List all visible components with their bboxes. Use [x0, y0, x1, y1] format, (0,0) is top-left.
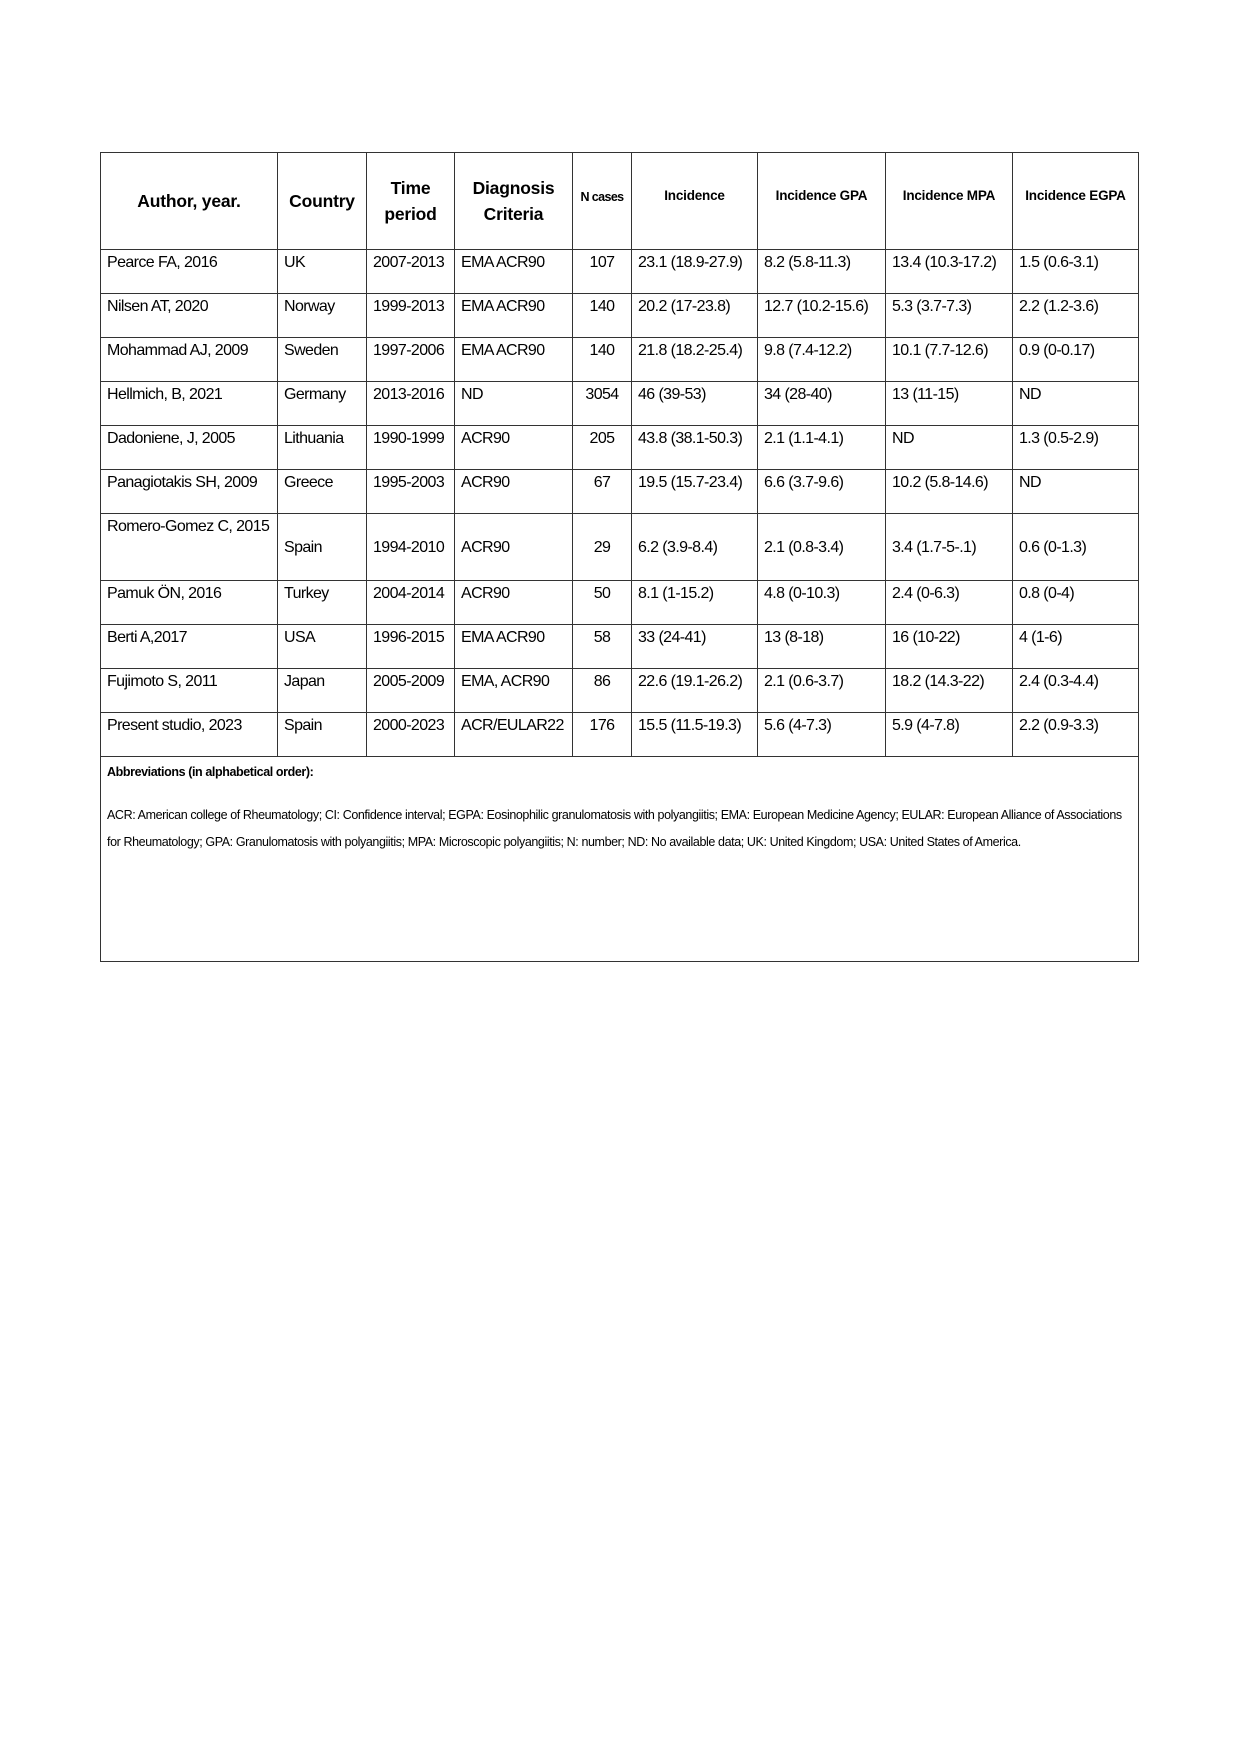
cell-incidence-egpa: 1.5 (0.6-3.1): [1013, 250, 1139, 294]
cell-incidence: 8.1 (1-15.2): [632, 581, 758, 625]
cell-incidence-gpa: 6.6 (3.7-9.6): [758, 470, 886, 514]
cell-incidence-egpa: ND: [1013, 470, 1139, 514]
header-row: [101, 153, 1139, 250]
cell-n-cases: 140: [573, 294, 632, 338]
cell-n-cases: 58: [573, 625, 632, 669]
cell-incidence: 46 (39-53): [632, 382, 758, 426]
cell-n-cases: 176: [573, 713, 632, 757]
table-row: [101, 581, 1139, 625]
cell-time-period: 1995-2003: [367, 470, 455, 514]
header-author: Author, year.: [101, 153, 278, 250]
cell-country: Greece: [278, 470, 367, 514]
cell-incidence: 23.1 (18.9-27.9): [632, 250, 758, 294]
header-incidence: Incidence: [632, 153, 758, 250]
cell-incidence-gpa: 2.1 (0.6-3.7): [758, 669, 886, 713]
table-row: [101, 338, 1139, 382]
cell-time-period: 2013-2016: [367, 382, 455, 426]
cell-country: Turkey: [278, 581, 367, 625]
cell-incidence-gpa: 8.2 (5.8-11.3): [758, 250, 886, 294]
table-row: [101, 426, 1139, 470]
header-incidence-egpa: Incidence EGPA: [1013, 153, 1139, 250]
cell-incidence-egpa: 2.4 (0.3-4.4): [1013, 669, 1139, 713]
cell-time-period: 2000-2023: [367, 713, 455, 757]
cell-n-cases: 205: [573, 426, 632, 470]
cell-incidence-egpa: 0.9 (0-0.17): [1013, 338, 1139, 382]
table-row: [101, 514, 1139, 581]
cell-incidence-egpa: 4 (1-6): [1013, 625, 1139, 669]
header-time-period: Time period: [367, 153, 455, 250]
cell-country: USA: [278, 625, 367, 669]
cell-n-cases: 140: [573, 338, 632, 382]
header-incidence-mpa: Incidence MPA: [886, 153, 1013, 250]
cell-country: Norway: [278, 294, 367, 338]
cell-incidence-gpa: 2.1 (0.8-3.4): [758, 514, 886, 581]
table-row: [101, 294, 1139, 338]
cell-incidence: 43.8 (38.1-50.3): [632, 426, 758, 470]
cell-incidence: 22.6 (19.1-26.2): [632, 669, 758, 713]
cell-incidence-mpa: 5.3 (3.7-7.3): [886, 294, 1013, 338]
cell-time-period: 2005-2009: [367, 669, 455, 713]
cell-incidence-mpa: 10.1 (7.7-12.6): [886, 338, 1013, 382]
cell-country: Germany: [278, 382, 367, 426]
cell-incidence-egpa: 2.2 (0.9-3.3): [1013, 713, 1139, 757]
cell-time-period: 1990-1999: [367, 426, 455, 470]
cell-incidence: 19.5 (15.7-23.4): [632, 470, 758, 514]
table-row: [101, 625, 1139, 669]
table-row: [101, 382, 1139, 426]
cell-diagnosis-criteria: ACR90: [455, 581, 573, 625]
cell-incidence-mpa: 16 (10-22): [886, 625, 1013, 669]
footnote-text: ACR: American college of Rheumatology; CI: Confidence interval; EGPA: Eosinophilic granulomatosis with polyangiitis; EMA: European Medicine Agency; EULAR: European Alliance of Associations for Rheumatology; GPA: Granulomatosis with polyangiitis; MPA: Microscopic polyangiitis; N: number; ND: No available data; UK: United Kingdom; USA: United States of America.: [107, 808, 1122, 849]
cell-author: Hellmich, B, 2021: [101, 382, 278, 426]
cell-author: Fujimoto S, 2011: [101, 669, 278, 713]
cell-author: Present studio, 2023: [101, 713, 278, 757]
cell-incidence-gpa: 12.7 (10.2-15.6): [758, 294, 886, 338]
cell-author: Nilsen AT, 2020: [101, 294, 278, 338]
cell-time-period: 2004-2014: [367, 581, 455, 625]
cell-diagnosis-criteria: EMA ACR90: [455, 250, 573, 294]
cell-diagnosis-criteria: ACR90: [455, 426, 573, 470]
cell-incidence: 20.2 (17-23.8): [632, 294, 758, 338]
cell-incidence-mpa: 10.2 (5.8-14.6): [886, 470, 1013, 514]
header-n-cases: N cases: [573, 153, 632, 250]
cell-diagnosis-criteria: EMA, ACR90: [455, 669, 573, 713]
cell-time-period: 1994-2010: [367, 514, 455, 581]
cell-author: Dadoniene, J, 2005: [101, 426, 278, 470]
cell-n-cases: 67: [573, 470, 632, 514]
cell-incidence-gpa: 5.6 (4-7.3): [758, 713, 886, 757]
cell-author: Pearce FA, 2016: [101, 250, 278, 294]
cell-incidence: 33 (24-41): [632, 625, 758, 669]
cell-incidence-egpa: 0.6 (0-1.3): [1013, 514, 1139, 581]
cell-incidence-mpa: 13 (11-15): [886, 382, 1013, 426]
cell-incidence: 6.2 (3.9-8.4): [632, 514, 758, 581]
cell-diagnosis-criteria: ACR/EULAR22: [455, 713, 573, 757]
cell-n-cases: 86: [573, 669, 632, 713]
cell-incidence-mpa: 3.4 (1.7-5-.1): [886, 514, 1013, 581]
cell-n-cases: 3054: [573, 382, 632, 426]
table-row: [101, 470, 1139, 514]
cell-country: UK: [278, 250, 367, 294]
cell-incidence-mpa: 13.4 (10.3-17.2): [886, 250, 1013, 294]
cell-diagnosis-criteria: EMA ACR90: [455, 625, 573, 669]
cell-incidence: 15.5 (11.5-19.3): [632, 713, 758, 757]
header-country: Country: [278, 153, 367, 250]
cell-author: Berti A,2017: [101, 625, 278, 669]
footnote: [101, 757, 1139, 962]
cell-incidence-egpa: ND: [1013, 382, 1139, 426]
cell-incidence-gpa: 2.1 (1.1-4.1): [758, 426, 886, 470]
cell-country: Spain: [278, 514, 367, 581]
cell-incidence-mpa: 2.4 (0-6.3): [886, 581, 1013, 625]
footnote-row: [101, 757, 1139, 962]
cell-diagnosis-criteria: ND: [455, 382, 573, 426]
cell-author: Romero-Gomez C, 2015: [101, 514, 278, 581]
cell-n-cases: 50: [573, 581, 632, 625]
cell-incidence-gpa: 13 (8-18): [758, 625, 886, 669]
cell-country: Lithuania: [278, 426, 367, 470]
cell-n-cases: 29: [573, 514, 632, 581]
cell-diagnosis-criteria: ACR90: [455, 514, 573, 581]
cell-incidence-gpa: 34 (28-40): [758, 382, 886, 426]
cell-incidence-egpa: 0.8 (0-4): [1013, 581, 1139, 625]
cell-time-period: 2007-2013: [367, 250, 455, 294]
cell-incidence-gpa: 9.8 (7.4-12.2): [758, 338, 886, 382]
cell-incidence-mpa: 18.2 (14.3-22): [886, 669, 1013, 713]
cell-diagnosis-criteria: EMA ACR90: [455, 338, 573, 382]
table-row: [101, 250, 1139, 294]
cell-time-period: 1996-2015: [367, 625, 455, 669]
cell-time-period: 1997-2006: [367, 338, 455, 382]
cell-country: Spain: [278, 713, 367, 757]
cell-n-cases: 107: [573, 250, 632, 294]
cell-author: Pamuk ÖN, 2016: [101, 581, 278, 625]
table-row: [101, 713, 1139, 757]
cell-incidence-egpa: 2.2 (1.2-3.6): [1013, 294, 1139, 338]
cell-country: Sweden: [278, 338, 367, 382]
cell-diagnosis-criteria: EMA ACR90: [455, 294, 573, 338]
cell-time-period: 1999-2013: [367, 294, 455, 338]
header-diagnosis-criteria: Diagnosis Criteria: [455, 153, 573, 250]
cell-incidence-gpa: 4.8 (0-10.3): [758, 581, 886, 625]
incidence-table: [100, 152, 1139, 962]
footnote-title: Abbreviations (in alphabetical order):: [107, 765, 314, 779]
header-incidence-gpa: Incidence GPA: [758, 153, 886, 250]
cell-country: Japan: [278, 669, 367, 713]
table-row: [101, 669, 1139, 713]
cell-author: Mohammad AJ, 2009: [101, 338, 278, 382]
cell-incidence-mpa: 5.9 (4-7.8): [886, 713, 1013, 757]
cell-diagnosis-criteria: ACR90: [455, 470, 573, 514]
cell-author: Panagiotakis SH, 2009: [101, 470, 278, 514]
cell-incidence-mpa: ND: [886, 426, 1013, 470]
cell-incidence: 21.8 (18.2-25.4): [632, 338, 758, 382]
cell-incidence-egpa: 1.3 (0.5-2.9): [1013, 426, 1139, 470]
